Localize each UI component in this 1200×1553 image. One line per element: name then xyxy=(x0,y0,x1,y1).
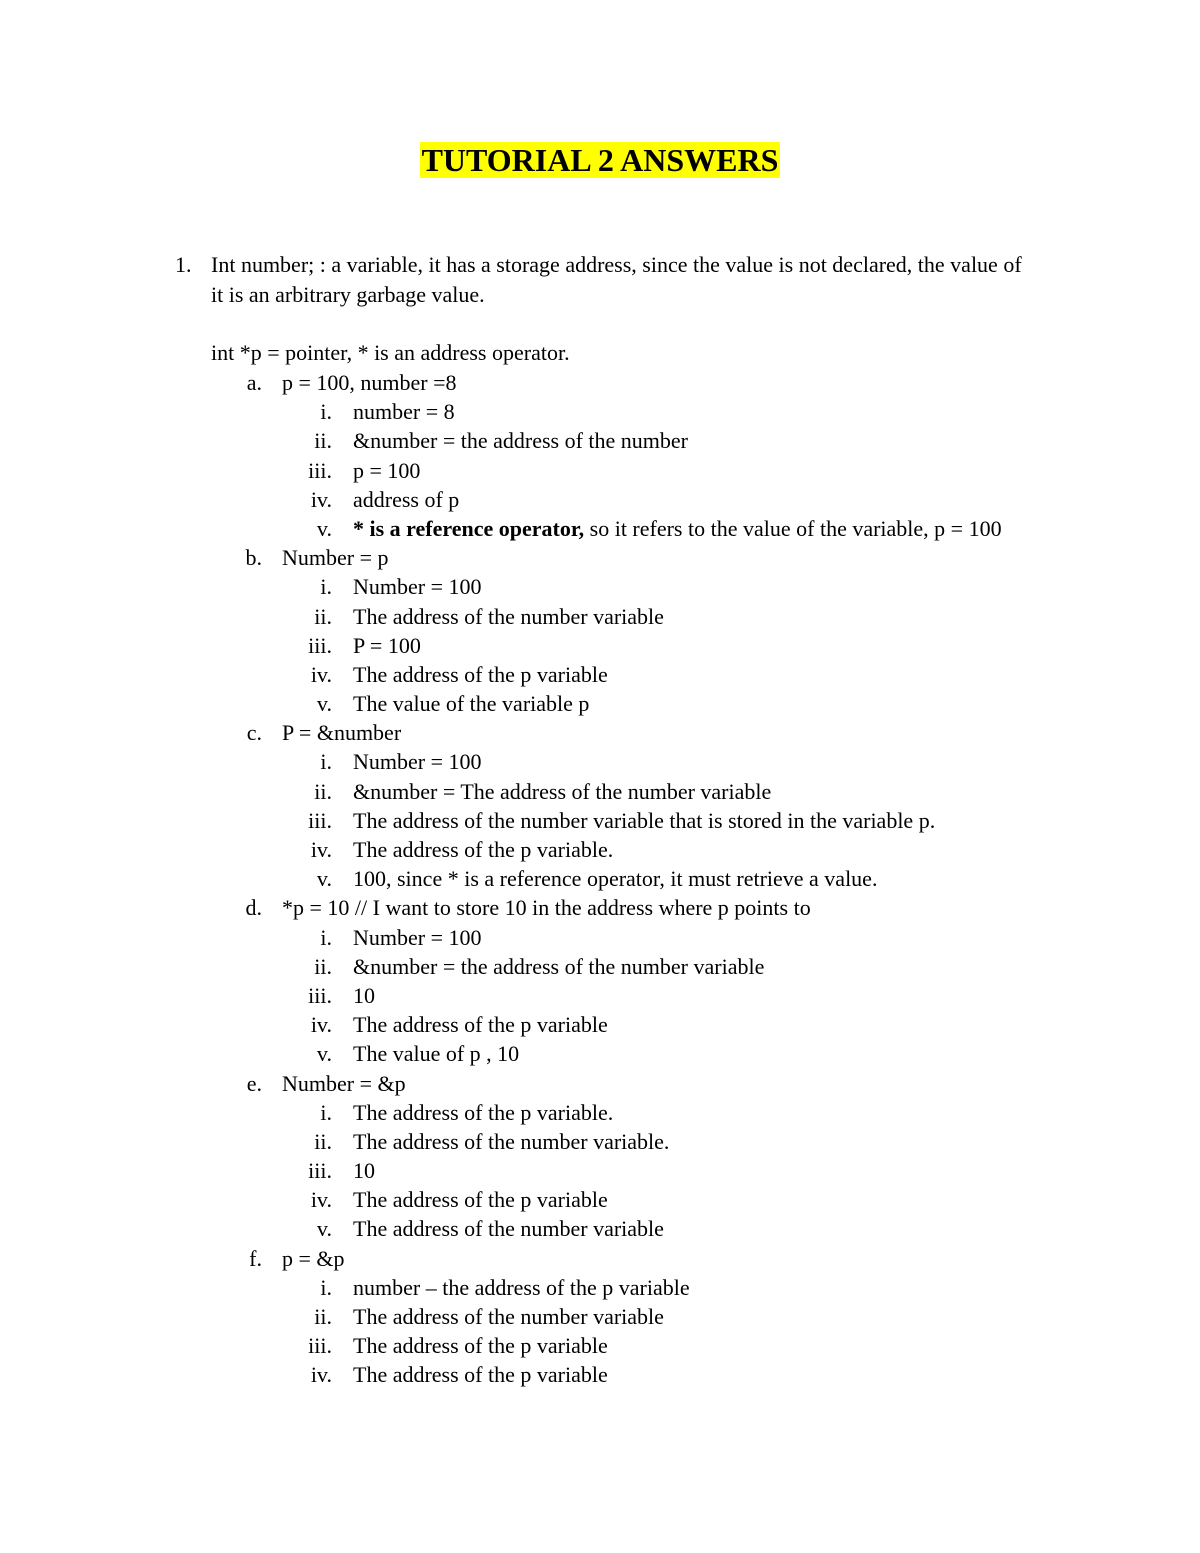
sub-item xyxy=(0,747,1200,776)
list-marker: v. xyxy=(316,1041,332,1067)
list-marker: i. xyxy=(320,924,332,950)
list-text: address of p xyxy=(353,486,460,512)
list-marker: v. xyxy=(316,691,332,717)
list-marker: iii. xyxy=(308,982,332,1008)
list-text: &number = The address of the number variable xyxy=(353,778,772,804)
list-marker: iii. xyxy=(308,1158,332,1184)
list-text: * is a reference operator, so it refers to the value of the variable, p = 100 xyxy=(353,515,1002,541)
sub-item xyxy=(0,1273,1200,1302)
pointer-intro: int *p = pointer, * is an address operator. xyxy=(211,340,570,365)
list-text: &number = the address of the number xyxy=(353,428,688,454)
question-number: 1. xyxy=(175,252,192,277)
sub-item xyxy=(0,981,1200,1010)
sub-item xyxy=(0,1360,1200,1389)
list-text: 100, since * is a reference operator, it must retrieve a value. xyxy=(353,866,878,892)
part-item xyxy=(0,1244,1200,1273)
list-text: *p = 10 // I want to store 10 in the address where p points to xyxy=(282,895,811,921)
sub-item xyxy=(0,456,1200,485)
list-marker: ii. xyxy=(314,778,332,804)
sub-item xyxy=(0,1302,1200,1331)
sub-item xyxy=(0,660,1200,689)
list-marker: i. xyxy=(320,574,332,600)
list-marker: ii. xyxy=(314,1128,332,1154)
sub-item xyxy=(0,1185,1200,1214)
sub-item xyxy=(0,1127,1200,1156)
list-text: The address of the number variable that is stored in the variable p. xyxy=(353,807,936,833)
list-marker: iii. xyxy=(308,632,332,658)
list-marker: i. xyxy=(320,1099,332,1125)
list-marker: iv. xyxy=(310,486,332,512)
list-marker: i. xyxy=(320,399,332,425)
list-text: Number = 100 xyxy=(353,574,482,600)
list-marker: c. xyxy=(246,720,262,746)
list-text: The address of the number variable. xyxy=(353,1128,670,1154)
list-text: Number = &p xyxy=(282,1070,406,1096)
list-marker: e. xyxy=(246,1070,262,1096)
list-marker: v. xyxy=(316,1216,332,1242)
sub-item xyxy=(0,689,1200,718)
list-marker: d. xyxy=(245,895,262,921)
list-marker: ii. xyxy=(314,1304,332,1329)
sub-item xyxy=(0,485,1200,514)
sub-item xyxy=(0,514,1200,543)
sub-item xyxy=(0,1214,1200,1243)
question-text: Int number; : a variable, it has a storage address, since the value is not declared, the value of it is an arbitrary garbage value. xyxy=(211,252,1022,307)
answer-list xyxy=(0,368,1200,1390)
list-text: The address of the p variable. xyxy=(353,1099,614,1125)
list-text: The address of the p variable. xyxy=(353,837,614,862)
list-text: number = 8 xyxy=(353,399,455,425)
list-marker: iv. xyxy=(310,1362,332,1388)
sub-item xyxy=(0,923,1200,952)
list-marker: i. xyxy=(320,749,332,775)
sub-item xyxy=(0,1331,1200,1360)
part-item xyxy=(0,893,1200,922)
sub-item xyxy=(0,835,1200,864)
list-text: p = 100, number =8 xyxy=(282,370,457,395)
sub-item xyxy=(0,1039,1200,1068)
list-marker: ii. xyxy=(314,953,332,979)
list-text: Number = 100 xyxy=(353,924,482,950)
list-marker: ii. xyxy=(314,428,332,454)
sub-item xyxy=(0,952,1200,981)
list-text: The value of the variable p xyxy=(353,691,590,717)
list-marker: iv. xyxy=(310,837,332,862)
list-text: The address of the number variable xyxy=(353,1216,664,1242)
list-text: Number = p xyxy=(282,545,389,571)
bold-emphasis: * is a reference operator, xyxy=(353,515,585,541)
list-text: The address of the p variable xyxy=(353,661,608,687)
sub-item xyxy=(0,572,1200,601)
title-wrap xyxy=(0,140,1200,180)
part-item xyxy=(0,543,1200,572)
list-text: P = &number xyxy=(282,720,402,746)
list-text: The address of the p variable xyxy=(353,1333,608,1359)
sub-item xyxy=(0,777,1200,806)
list-marker: a. xyxy=(246,370,262,395)
list-text: Number = 100 xyxy=(353,749,482,775)
list-marker: iii. xyxy=(308,457,332,483)
list-marker: ii. xyxy=(314,603,332,629)
list-text: The address of the number variable xyxy=(353,1304,664,1329)
list-marker: iv. xyxy=(310,1187,332,1213)
sub-item xyxy=(0,631,1200,660)
part-item xyxy=(0,718,1200,747)
list-text: The value of p , 10 xyxy=(353,1041,520,1067)
list-marker: f. xyxy=(249,1245,262,1271)
part-item xyxy=(0,368,1200,397)
list-text: p = 100 xyxy=(353,457,421,483)
list-marker: iii. xyxy=(308,807,332,833)
list-marker: iv. xyxy=(310,661,332,687)
sub-item xyxy=(0,602,1200,631)
page-title: TUTORIAL 2 ANSWERS xyxy=(421,142,779,178)
list-marker: v. xyxy=(316,515,332,541)
sub-item xyxy=(0,1098,1200,1127)
sub-item xyxy=(0,806,1200,835)
list-text: P = 100 xyxy=(353,632,421,658)
list-text: The address of the p variable xyxy=(353,1362,608,1388)
list-text: &number = the address of the number variable xyxy=(353,953,765,979)
sub-item xyxy=(0,864,1200,893)
sub-item xyxy=(0,1156,1200,1185)
list-text: 10 xyxy=(353,982,375,1008)
sub-item xyxy=(0,397,1200,426)
sub-item xyxy=(0,1010,1200,1039)
list-marker: b. xyxy=(245,545,262,571)
list-text: p = &p xyxy=(282,1245,345,1271)
list-marker: i. xyxy=(320,1274,332,1300)
list-text: number – the address of the p variable xyxy=(353,1274,690,1300)
part-item xyxy=(0,1069,1200,1098)
list-marker: iv. xyxy=(310,1012,332,1038)
list-text: The address of the p variable xyxy=(353,1012,608,1038)
list-marker: iii. xyxy=(308,1333,332,1359)
list-text: The address of the number variable xyxy=(353,603,664,629)
list-text: The address of the p variable xyxy=(353,1187,608,1213)
list-marker: v. xyxy=(316,866,332,892)
list-text: 10 xyxy=(353,1158,375,1184)
sub-item xyxy=(0,426,1200,455)
